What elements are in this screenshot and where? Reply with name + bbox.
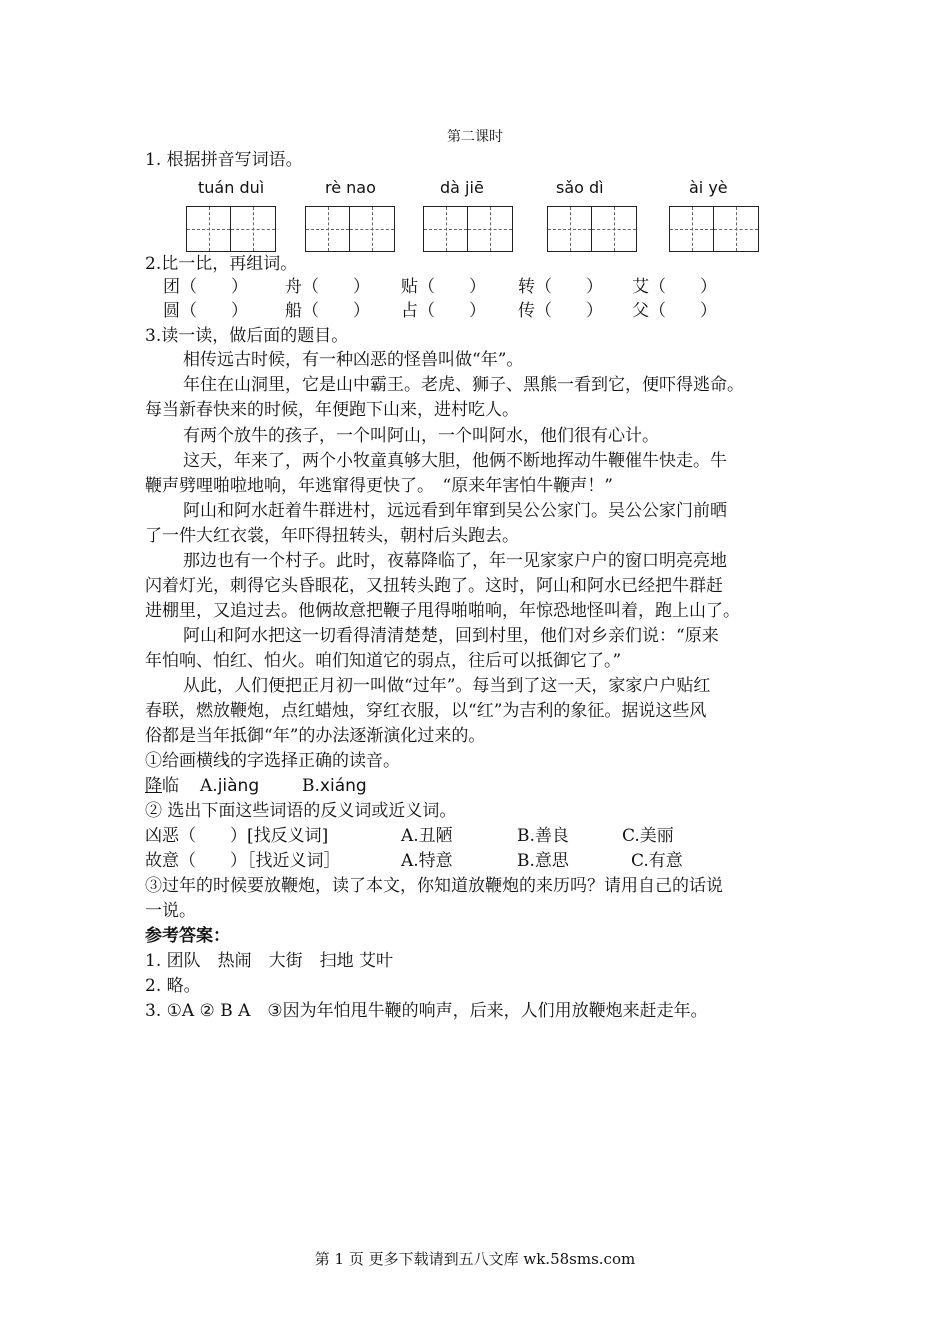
answers-heading: 参考答案： <box>145 926 230 946</box>
compare-item: 贴（ ） <box>401 277 486 297</box>
option-a[interactable]: A.特意 <box>401 851 453 871</box>
compare-item: 圆（ ） <box>163 301 248 321</box>
compare-item: 舟（ ） <box>285 277 370 297</box>
page-footer: 第 1 页 更多下载请到五八文库 wk.58sms.com <box>314 1250 636 1268</box>
q3-heading: 3.读一读，做后面的题目。 <box>145 326 349 346</box>
compare-item: 转（ ） <box>518 277 603 297</box>
page-title: 第二课时 <box>447 129 503 145</box>
answer-3: 3. ①A ② B A ③因为年怕甩牛鞭的响声，后来，人们用放鞭炮来赶走年。 <box>145 1001 708 1021</box>
compare-item: 团（ ） <box>163 277 248 297</box>
option-a[interactable]: A.丑陋 <box>401 826 453 846</box>
compare-item: 艾（ ） <box>632 277 717 297</box>
passage-line: 春联，燃放鞭炮，点红蜡烛，穿红衣服，以“红”为吉利的象征。据说这些风 <box>145 701 707 721</box>
answer-2: 2. 略。 <box>145 976 201 996</box>
sub-question-3: ③过年的时候要放鞭炮，读了本文，你知道放鞭炮的来历吗？请用自己的话说 <box>145 876 723 896</box>
passage-line: 年住在山洞里，它是山中霸王。老虎、狮子、黑熊一看到它，便吓得逃命。 <box>183 375 744 395</box>
compare-item: 占（ ） <box>401 301 486 321</box>
sub-question-2: ② 选出下面这些词语的反义词或近义词。 <box>145 801 457 821</box>
antonym-prompt: 凶恶（ ）[找反义词] <box>145 826 329 846</box>
q2-heading: 2.比一比，再组词。 <box>145 254 298 274</box>
pinyin-1: tuán duì <box>198 178 265 197</box>
pinyin-3: dà jiē <box>440 178 484 197</box>
writing-grid-5[interactable] <box>669 206 759 252</box>
passage-line: 进棚里，又追过去。他俩故意把鞭子甩得啪啪响，年惊恐地怪叫着，跑上山了。 <box>145 601 740 621</box>
sub-question-1: ①给画横线的字选择正确的读音。 <box>145 751 400 771</box>
passage-line: 闪着灯光，刺得它头昏眼花，又扭转头跑了。这时，阿山和阿水已经把牛群赶 <box>145 576 723 596</box>
sub-question-3-cont: 一说。 <box>145 901 196 921</box>
option-a[interactable]: A.jiàng <box>200 776 260 796</box>
pinyin-2: rè nao <box>325 178 376 197</box>
option-b[interactable]: B.善良 <box>517 826 569 846</box>
option-b[interactable]: B.xiáng <box>302 776 367 796</box>
passage-line: 有两个放牛的孩子，一个叫阿山，一个叫阿水，他们很有心计。 <box>183 426 659 446</box>
writing-grid-2[interactable] <box>305 206 395 252</box>
pinyin-5: ài yè <box>689 178 728 197</box>
passage-line: 阿山和阿水赶着牛群进村，远远看到年窜到吴公公家门。吴公公家门前晒 <box>183 501 727 521</box>
pinyin-4: sǎo dì <box>556 178 604 197</box>
q1-heading: 1. 根据拼音写词语。 <box>145 150 303 170</box>
option-c[interactable]: C.美丽 <box>622 826 674 846</box>
passage-line: 鞭声劈哩啪啦地响，年逃窜得更快了。 “原来年害怕牛鞭声！” <box>145 476 613 496</box>
synonym-prompt: 故意（ ）［找近义词］ <box>145 851 341 871</box>
passage-line: 俗都是当年抵御“年”的办法逐渐演化过来的。 <box>145 726 486 746</box>
compare-item: 船（ ） <box>285 301 370 321</box>
target-word: 降临 <box>145 776 179 796</box>
underlined-char: 降 <box>145 776 162 796</box>
compare-item: 父（ ） <box>632 301 717 321</box>
passage-line: 阿山和阿水把这一切看得清清楚楚，回到村里，他们对乡亲们说：“原来 <box>183 626 719 646</box>
passage-line: 了一件大红衣裳，年吓得扭转头，朝村后头跑去。 <box>145 526 519 546</box>
passage-line: 每当新春快来的时候，年便跑下山来，进村吃人。 <box>145 400 519 420</box>
passage-line: 这天，年来了，两个小牧童真够大胆，他俩不断地挥动牛鞭催牛快走。牛 <box>183 451 727 471</box>
option-b[interactable]: B.意思 <box>517 851 569 871</box>
passage-line: 年怕响、怕红、怕火。咱们知道它的弱点，往后可以抵御它了。” <box>145 651 622 671</box>
passage-line: 从此，人们便把正月初一叫做“过年”。每当到了这一天，家家户户贴红 <box>183 676 711 696</box>
passage-line: 那边也有一个村子。此时，夜幕降临了，年一见家家户户的窗口明亮亮地 <box>183 551 727 571</box>
answer-1: 1. 团队 热闹 大街 扫地 艾叶 <box>145 951 394 971</box>
writing-grid-4[interactable] <box>547 206 637 252</box>
compare-item: 传（ ） <box>518 301 603 321</box>
option-c[interactable]: C.有意 <box>631 851 683 871</box>
writing-grid-1[interactable] <box>186 206 276 252</box>
passage-line: 相传远古时候，有一种凶恶的怪兽叫做“年”。 <box>183 350 524 370</box>
writing-grid-3[interactable] <box>423 206 513 252</box>
